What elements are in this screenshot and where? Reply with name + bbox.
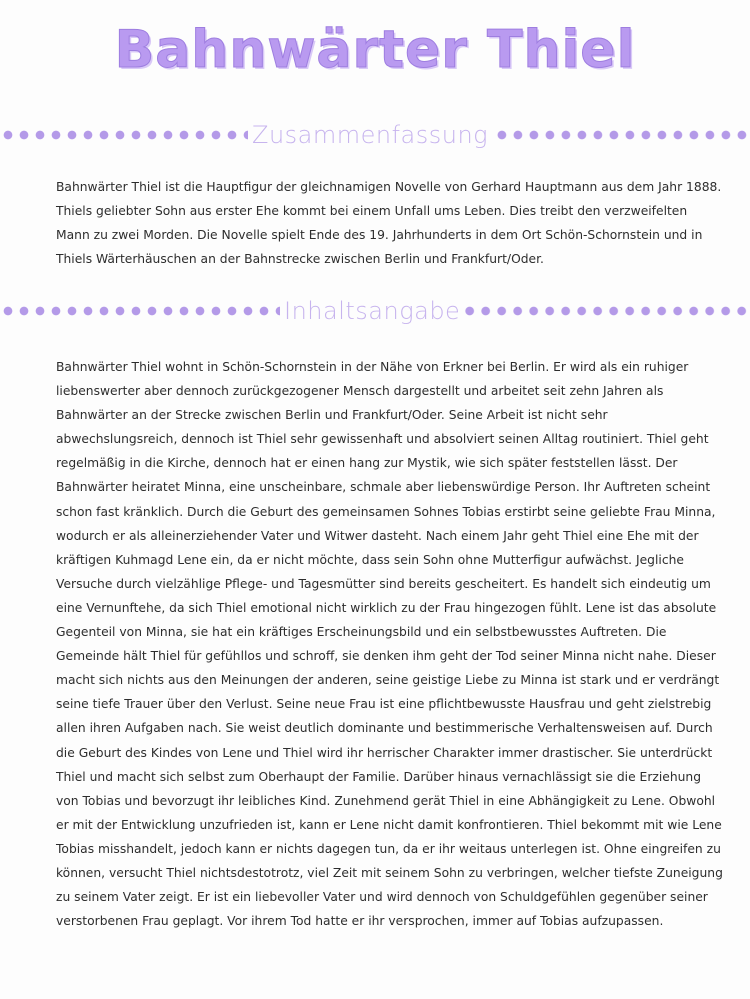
dotted-line-right (492, 129, 750, 141)
summary-paragraph: Bahnwärter Thiel ist die Hauptfigur der gleichnamigen Novelle von Gerhard Hauptmann aus dem Jahr 1888. Thiels geliebter Sohn aus erster Ehe kommt bei einem Unfall ums Leben. Dies treibt den verzweifelten Mann zu zwei Morden. Die Novelle spielt Ende des 19. Jahrhunderts in dem Ort Schön-Schornstein und in Thiels Wärterhäuschen an der Bahnstrecke zwischen Berlin und Frankfurt/Oder. (56, 180, 722, 266)
summary-divider (0, 120, 750, 150)
content-divider (0, 296, 750, 326)
dotted-line-left (0, 129, 248, 141)
dotted-line-right (464, 305, 750, 317)
content-paragraph: Bahnwärter Thiel wohnt in Schön-Schornstein in der Nähe von Erkner bei Berlin. Er wird als ein ruhiger liebenswerter aber dennoch zurückgezogener Mensch dargestellt und arbeitet seit zehn Jahren als Bahnwärter an der Strecke zwischen Berlin und Frankfurt/Oder. Seine Arbeit ist nicht sehr abwechslungsreich, dennoch ist Thiel sehr gewissenhaft und absolviert seinen Alltag routiniert. Thiel geht regelmäßig in die Kirche, dennoch hat er einen hang zur Mystik, wie sich später feststellen lässt. Der Bahnwärter heiratet Minna, eine unscheinbare, schmale aber liebenswürdige Person. Ihr Auftreten scheint schon fast kränklich. Durch die Geburt des gemeinsamen Sohnes Tobias erstirbt seine geliebte Frau Minna, wodurch er als alleinerziehender Vater und Witwer dasteht. Nach einem Jahr geht Thiel eine Ehe mit der kräftigen Kuhmagd Lene ein, da er nicht möchte, dass sein Sohn ohne Mutterfigur aufwächst. Jegliche Versuche durch vielzählige Pflege- und Tagesmütter sind bereits gescheitert. Es handelt sich eindeutig um eine Vernunftehe, da sich Thiel emotional nicht wirklich zu der Frau hingezogen fühlt. Lene ist das absolute Gegenteil von Minna, sie hat ein kräftiges Erscheinungsbild und ein selbstbewusstes Auftreten. Die Gemeinde hält Thiel für gefühllos und schroff, sie denken ihm geht der Tod seiner Minna nicht nahe. Dieser macht sich nichts aus den Meinungen der anderen, seine geistige Liebe zu Minna ist stark und er verdrängt seine tiefe Trauer über den Verlust. Seine neue Frau ist eine pflichtbewusste Hausfrau und geht zielstrebig allen ihren Aufgaben nach. Sie weist deutlich dominante und bestimmerische Verhaltensweisen auf. Durch die Geburt des Kindes von Lene und Thiel wird ihr herrischer Charakter immer drastischer. Sie unterdrückt Thiel und macht sich selbst zum Oberhaupt der Familie. Darüber hinaus vernachlässigt sie die Erziehung von Tobias und bevorzugt ihr leibliches Kind. Zunehmend gerät Thiel in eine Abhängigkeit zu Lene. Obwohl er mit der Entwicklung unzufrieden ist, kann er Lene nicht damit konfrontieren. Thiel bekommt mit wie Lene Tobias misshandelt, jedoch kann er nichts dagegen tun, da er ihr weitaus unterlegen ist. Ohne eingreifen zu können, versucht Thiel nichtsdestotrotz, viel Zeit mit seinem Sohn zu verbringen, welcher tiefste Zuneigung zu seinem Vater zeigt. Er ist ein liebevoller Vater und wird dennoch von Schuldgefühlen gegenüber seiner verstorbenen Frau geplagt. Vor ihrem Tod hatte er ihr versprochen, immer auf Tobias aufzupassen. (56, 360, 723, 929)
page-title: Bahnwärter Thiel (114, 20, 636, 80)
section-heading-summary: Zusammenfassung (252, 121, 489, 149)
dotted-line-left (0, 305, 280, 317)
section-heading-content: Inhaltsangabe (284, 297, 461, 325)
